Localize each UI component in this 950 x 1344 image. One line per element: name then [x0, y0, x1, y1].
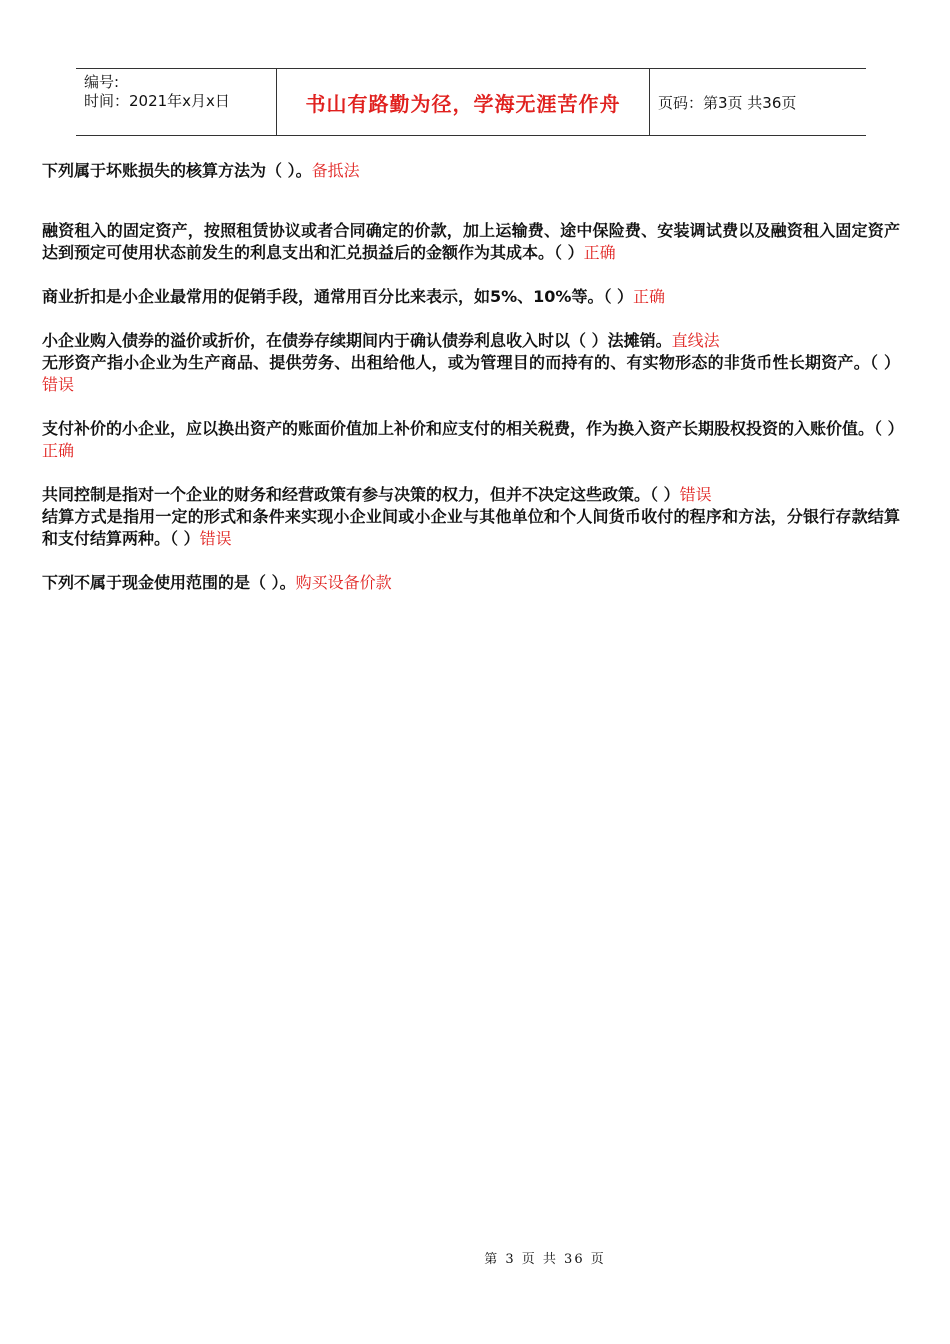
answer-text: 错误	[199, 529, 232, 548]
question-text: 下列不属于现金使用范围的是（ ）。	[42, 573, 296, 592]
question-item	[42, 220, 900, 264]
page-info-cell	[650, 69, 866, 135]
answer-text: 购买设备价款	[295, 573, 392, 592]
question-text: 下列属于坏账损失的核算方法为（ ）。	[42, 161, 312, 180]
question-item	[42, 484, 900, 506]
question-item	[42, 352, 900, 396]
motto-text: 书山有路勤为径，学海无涯苦作舟	[305, 91, 621, 116]
question-text: 支付补价的小企业，应以换出资产的账面价值加上补价和应支付的相关税费，作为换入资产长期股权投资的入账价值。（ ）	[42, 419, 904, 438]
document-header	[76, 68, 866, 136]
question-item	[42, 506, 900, 550]
question-text: 无形资产指小企业为生产商品、提供劳务、出租给他人，或为管理目的而持有的、有实物形态的非货币性长期资产。（ ）	[42, 353, 900, 372]
answer-text: 错误	[42, 375, 75, 394]
question-item	[42, 330, 900, 352]
question-text: 共同控制是指对一个企业的财务和经营政策有参与决策的权力，但并不决定这些政策。（ ）	[42, 485, 680, 504]
question-list	[42, 160, 904, 594]
answer-text: 错误	[679, 485, 712, 504]
answer-text: 正确	[633, 287, 666, 306]
code-label: 编号:	[84, 73, 120, 91]
answer-text: 正确	[42, 441, 75, 460]
question-text: 结算方式是指用一定的形式和条件来实现小企业间或小企业与其他单位和个人间货币收付的程序和方法，分银行存款结算和支付结算两种。（ ）	[42, 507, 900, 548]
answer-text: 备抵法	[311, 161, 360, 180]
motto-cell	[277, 69, 650, 135]
header-meta-cell	[76, 69, 277, 135]
answer-text: 直线法	[671, 331, 720, 350]
page-footer	[0, 1248, 950, 1267]
question-item	[42, 160, 900, 182]
question-item	[42, 572, 900, 594]
footer-page-number: 第 3 页 共 36 页	[484, 1252, 606, 1267]
question-text: 小企业购入债券的溢价或折价，在债券存续期间内于确认债券利息收入时以（ ）法摊销。	[42, 331, 672, 350]
question-item	[42, 418, 904, 462]
page-label: 页码：第3页 共36页	[658, 93, 797, 112]
question-text: 商业折扣是小企业最常用的促销手段，通常用百分比来表示，如5%、10%等。（ ）	[42, 287, 634, 306]
question-item	[42, 286, 900, 308]
time-label: 时间：2021年x月x日	[84, 92, 230, 110]
question-text: 融资租入的固定资产，按照租赁协议或者合同确定的价款，加上运输费、途中保险费、安装调试费以及融资租入固定资产达到预定可使用状态前发生的利息支出和汇兑损益后的金额作为其成本。（ ）	[42, 221, 900, 262]
answer-text: 正确	[583, 243, 616, 262]
